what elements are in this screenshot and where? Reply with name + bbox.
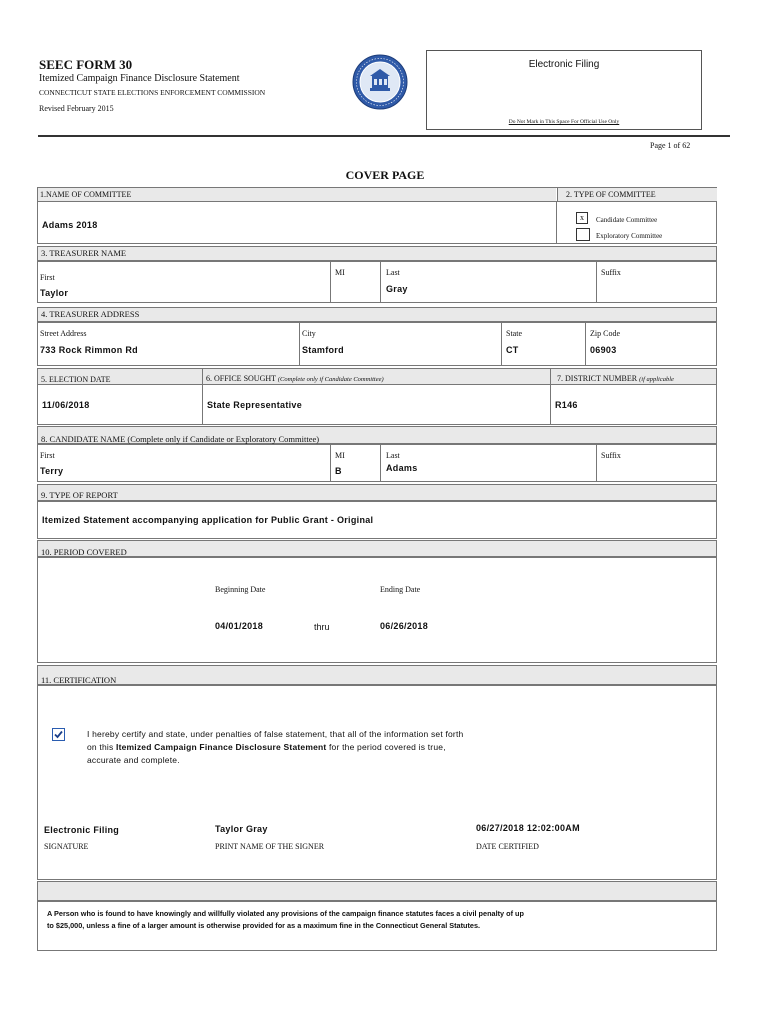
divider <box>330 261 331 303</box>
signer-name-value: Taylor Gray <box>215 824 268 834</box>
penalty-line-2: to $25,000, unless a fine of a larger amount is otherwise provided for as a maximum fine in the Connecticut General Statutes. <box>47 921 481 930</box>
cert-line2-pre: on this <box>87 742 117 752</box>
district-number-label <box>557 374 674 383</box>
signature-value: Electronic Filing <box>44 825 120 835</box>
candidate-name-label: 8. CANDIDATE NAME (Complete only if Candidate or Exploratory Committee) <box>41 434 320 444</box>
header-divider <box>38 135 730 137</box>
committee-name-value: Adams 2018 <box>42 220 98 230</box>
candidate-first-label: First <box>40 451 55 460</box>
treasurer-name-label: 3. TREASURER NAME <box>41 248 127 258</box>
divider <box>501 322 502 366</box>
cert-line2-bold: Itemized Campaign Finance Disclosure Statement <box>116 742 327 752</box>
section-4-header <box>37 307 717 322</box>
ending-date-label: Ending Date <box>380 585 421 594</box>
divider <box>380 444 381 482</box>
form-subtitle: Itemized Campaign Finance Disclosure Statement <box>39 73 240 84</box>
office-sought-value: State Representative <box>207 400 303 410</box>
signer-name-label: PRINT NAME OF THE SIGNER <box>215 842 325 851</box>
revised-date: Revised February 2015 <box>39 104 114 113</box>
candidate-name-box <box>37 444 717 482</box>
report-type-label: 9. TYPE OF REPORT <box>41 490 118 500</box>
street-value: 733 Rock Rimmon Rd <box>40 345 138 355</box>
state-value: CT <box>506 345 519 355</box>
section-9-header <box>37 484 717 501</box>
section-11-header <box>37 665 717 685</box>
divider <box>202 369 203 424</box>
candidate-first-value: Terry <box>40 466 64 476</box>
candidate-mi-value: B <box>335 466 342 476</box>
period-covered-label: 10. PERIOD COVERED <box>41 547 127 557</box>
city-value: Stamford <box>302 345 344 355</box>
report-type-value: Itemized Statement accompanying application for Public Grant - Original <box>42 515 374 525</box>
zip-label: Zip Code <box>590 329 620 338</box>
section-2-header <box>557 188 717 202</box>
section-1-header <box>38 188 556 202</box>
street-label: Street Address <box>40 329 87 338</box>
section-10-header <box>37 540 717 557</box>
office-sought-note: (Complete only if Candidate Committee) <box>277 376 384 383</box>
candidate-mi-label: MI <box>335 451 345 460</box>
candidate-last-value: Adams <box>386 463 418 473</box>
office-sought-label <box>206 374 384 383</box>
penalty-header <box>37 881 717 901</box>
page-number: Page 1 of 62 <box>650 141 691 150</box>
candidate-committee-label: Candidate Committee <box>596 216 658 224</box>
district-number-value: R146 <box>555 400 578 410</box>
candidate-committee-checkbox[interactable] <box>576 212 588 224</box>
section-8-header <box>37 426 717 444</box>
penalty-line-1: A Person who is found to have knowingly and willfully violated any provisions of the campaign finance statutes faces a civil penalty of up <box>47 909 524 918</box>
date-certified-label: DATE CERTIFIED <box>476 842 539 851</box>
certification-label: 11. CERTIFICATION <box>41 675 117 685</box>
filing-type-label: Electronic Filing <box>528 59 600 70</box>
period-covered-box <box>37 557 717 663</box>
certify-checkbox[interactable] <box>52 728 65 741</box>
certification-box <box>37 685 717 880</box>
agency-name: CONNECTICUT STATE ELECTIONS ENFORCEMENT COMMISSION <box>39 88 266 97</box>
divider <box>596 444 597 482</box>
candidate-suffix-label: Suffix <box>601 451 621 460</box>
city-label: City <box>302 329 316 338</box>
form-title: SEEC FORM 30 <box>39 57 133 72</box>
section-2-divider <box>556 201 557 243</box>
candidate-last-label: Last <box>386 451 400 460</box>
beginning-date-value: 04/01/2018 <box>215 621 264 631</box>
election-date-value: 11/06/2018 <box>42 400 90 410</box>
divider <box>596 261 597 303</box>
official-use-box <box>426 50 702 130</box>
exploratory-committee-label: Exploratory Committee <box>596 232 663 240</box>
district-number-note: (if applicable <box>639 376 674 383</box>
cert-line2-post: for the period covered is true, <box>326 742 446 752</box>
treasurer-address-label: 4. TREASURER ADDRESS <box>41 309 140 319</box>
section-3-header <box>37 246 717 261</box>
election-date-label: 5. ELECTION DATE <box>41 375 111 384</box>
ending-date-value: 06/26/2018 <box>380 621 429 631</box>
committee-type-label: 2. TYPE OF COMMITTEE <box>566 190 656 199</box>
date-certified-value: 06/27/2018 12:02:00AM <box>476 823 580 833</box>
checkmark-icon <box>53 729 64 740</box>
certification-line-2 <box>87 742 446 752</box>
cover-page-title: COVER PAGE <box>345 168 425 182</box>
zip-value: 06903 <box>590 345 617 355</box>
signature-label: SIGNATURE <box>44 842 89 851</box>
certification-line-3: accurate and complete. <box>87 755 180 765</box>
beginning-date-label: Beginning Date <box>215 585 266 594</box>
thru-label: thru <box>314 622 330 632</box>
divider <box>299 322 300 366</box>
district-number-label-text: 7. DISTRICT NUMBER <box>557 374 638 383</box>
treasurer-last-value: Gray <box>386 284 408 294</box>
treasurer-first-value: Taylor <box>40 288 69 298</box>
treasurer-last-label: Last <box>386 268 400 277</box>
office-sought-label-text: 6. OFFICE SOUGHT <box>206 374 276 383</box>
divider <box>380 261 381 303</box>
state-seal-icon <box>352 54 408 110</box>
certification-line-1: I hereby certify and state, under penalties of false statement, that all of the information set forth <box>87 729 464 739</box>
treasurer-suffix-label: Suffix <box>601 268 621 277</box>
treasurer-mi-label: MI <box>335 268 345 277</box>
official-use-note: Do Not Mark in This Space For Official Use Only <box>508 119 620 125</box>
candidate-committee-mark: x <box>580 213 584 222</box>
divider <box>585 322 586 366</box>
state-label: State <box>506 329 522 338</box>
exploratory-committee-checkbox[interactable] <box>576 228 590 241</box>
committee-name-label: 1.NAME OF COMMITTEE <box>40 190 132 199</box>
treasurer-first-label: First <box>40 273 55 282</box>
divider <box>550 369 551 424</box>
divider <box>330 444 331 482</box>
